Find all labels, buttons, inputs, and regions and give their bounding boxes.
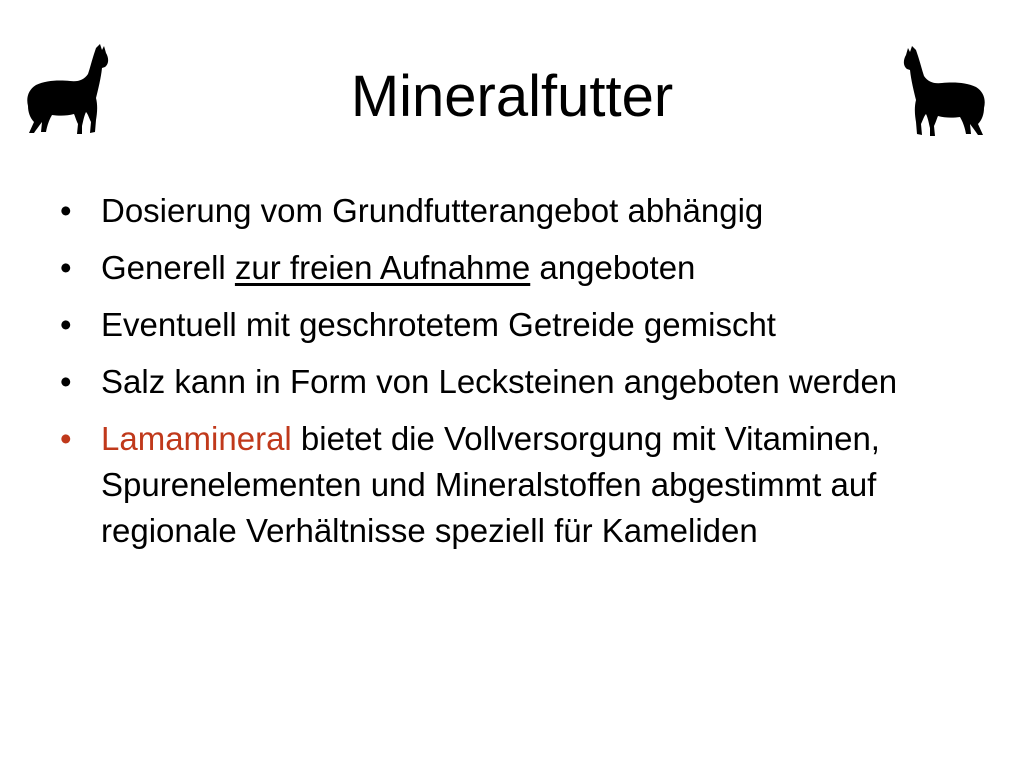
bullet-list xyxy=(56,188,976,565)
bullet-item xyxy=(56,302,976,348)
bullet-text: Eventuell mit geschrotetem Getreide gemischt xyxy=(101,306,776,343)
bullet-item-highlighted xyxy=(56,416,976,554)
slide-title: Mineralfutter xyxy=(350,64,674,129)
bullet-highlight-text: Lamamineral xyxy=(101,420,292,457)
bullet-text-after: angeboten xyxy=(530,249,696,286)
bullet-underlined-text: zur freien Aufnahme xyxy=(234,249,531,286)
bullet-text: Dosierung vom Grundfutterangebot abhängig xyxy=(101,192,764,229)
bullet-text-before: Generell xyxy=(101,249,235,286)
bullet-text: Salz kann in Form von Lecksteinen angeboten werden xyxy=(101,363,898,400)
bullet-item xyxy=(56,359,976,405)
bullet-item xyxy=(56,245,976,291)
bullet-item xyxy=(56,188,976,234)
bullet-text-after: bietet die Vollversorgung mit Vitaminen, Spurenelementen und Mineralstoffen abgestimmt auf regionale Verhältnisse speziell für Kameliden xyxy=(101,420,880,549)
